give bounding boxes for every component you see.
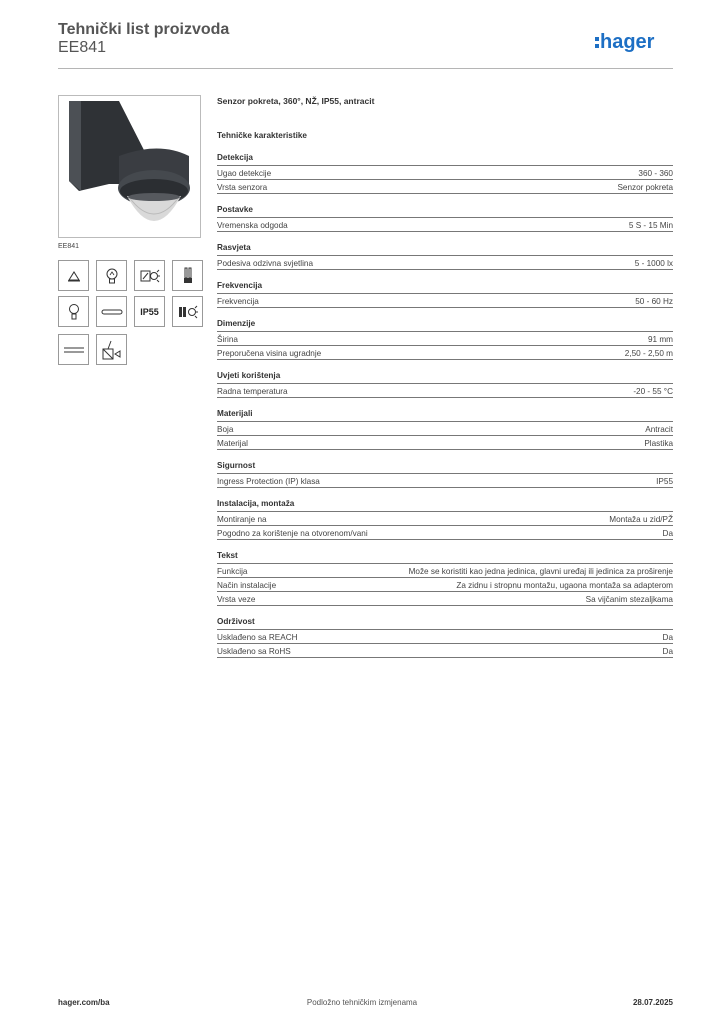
spec-label: Širina [217,335,238,344]
ceiling-mount-icon [58,260,89,291]
ip-rating-text: IP55 [140,306,159,317]
spec-row [217,436,673,450]
spec-value: Antracit [645,425,673,434]
spec-value: 2,50 - 2,50 m [624,349,673,358]
spec-row [217,332,673,346]
spec-group-title: Tekst [217,549,673,564]
motion-detector-icon [96,334,127,365]
spec-label: Ugao detekcije [217,169,272,178]
spec-label: Materijal [217,439,248,448]
spec-group [217,151,673,194]
electronic-transformer-icon [172,296,203,327]
spec-row [217,564,673,578]
document-title: Tehnički list proizvoda [58,21,230,38]
spec-group [217,369,673,398]
halogen-transformer-icon [134,260,165,291]
spec-value: Plastika [644,439,673,448]
spec-group-title: Instalacija, montaža [217,497,673,512]
spec-group-title: Detekcija [217,151,673,166]
spec-value: 5 S - 15 Min [628,221,673,230]
spec-label: Način instalacije [217,581,277,590]
spec-value: Može se koristiti kao jedna jedinica, glavni uređaj ili jedinica za proširenje [408,567,673,576]
brand-name: hager [600,31,655,53]
incandescent-lamp-icon [96,260,127,291]
spec-group-title: Materijali [217,407,673,422]
spec-label: Funkcija [217,567,248,576]
footer-note: Podložno tehničkim izmjenama [306,998,418,1007]
spec-group-title: Rasvjeta [217,241,673,256]
spec-sheet [217,95,673,667]
spec-value: Senzor pokreta [617,183,673,192]
tech-specs-heading: Tehničke karakteristike [217,131,307,140]
spec-row [217,422,673,436]
spec-value: Sa vijčanim stezaljkama [585,595,673,604]
spec-group [217,279,673,308]
flush-mount-icon [58,334,89,365]
spec-value: 91 mm [647,335,673,344]
spec-row [217,526,673,540]
spec-value: -20 - 55 °C [633,387,673,396]
spec-label: Vrsta senzora [217,183,268,192]
spec-label: Usklađeno sa REACH [217,633,298,642]
spec-value: Da [662,529,673,538]
spec-row [217,256,673,270]
ip-rating-badge [134,296,165,327]
spec-label: Montiranje na [217,515,267,524]
spec-value: Da [662,647,673,656]
spec-row [217,578,673,592]
spec-group [217,549,673,606]
spec-row [217,592,673,606]
product-code: EE841 [58,39,107,56]
spec-value: Da [662,633,673,642]
header-divider [58,68,673,69]
spec-row [217,630,673,644]
spec-group-title: Uvjeti korištenja [217,369,673,384]
spec-group [217,203,673,232]
hager-logo [595,28,675,58]
spec-label: Usklađeno sa RoHS [217,647,291,656]
spec-value: 50 - 60 Hz [635,297,673,306]
spec-row [217,218,673,232]
spec-label: Frekvencija [217,297,259,306]
led-lamp-icon [58,296,89,327]
spec-group [217,317,673,360]
fluorescent-lamp-icon [172,260,203,291]
spec-value: Za zidnu i stropnu montažu, ugaona montaža sa adapterom [456,581,673,590]
spec-label: Radna temperatura [217,387,288,396]
spec-value: 5 - 1000 lx [634,259,673,268]
footer-website: hager.com/ba [58,998,110,1007]
spec-group [217,497,673,540]
spec-label: Preporučena visina ugradnje [217,349,322,358]
spec-group-title: Dimenzije [217,317,673,332]
wall-mount-icon [96,296,127,327]
spec-group [217,459,673,488]
spec-row [217,294,673,308]
spec-row [217,166,673,180]
product-image-label: EE841 [58,243,80,250]
spec-value: 360 - 360 [638,169,673,178]
spec-row [217,512,673,526]
spec-group [217,615,673,658]
spec-row [217,644,673,658]
spec-row [217,346,673,360]
spec-group-title: Frekvencija [217,279,673,294]
spec-groups [217,151,673,658]
spec-label: Vrsta veze [217,595,256,604]
product-title: Senzor pokreta, 360°, NŽ, IP55, antracit [217,96,375,106]
spec-value: IP55 [656,477,673,486]
spec-label: Pogodno za korištenje na otvorenom/vani [217,529,368,538]
spec-label: Vremenska odgoda [217,221,288,230]
spec-label: Ingress Protection (IP) klasa [217,477,320,486]
footer-date: 28.07.2025 [632,998,673,1007]
spec-value: Montaža u zid/PŽ [609,515,673,524]
spec-group [217,241,673,270]
spec-row [217,180,673,194]
spec-group-title: Održivost [217,615,673,630]
spec-label: Boja [217,425,234,434]
spec-row [217,384,673,398]
spec-group-title: Postavke [217,203,673,218]
spec-row [217,474,673,488]
spec-group [217,407,673,450]
spec-label: Podesiva odzivna svjetlina [217,259,314,268]
spec-group-title: Sigurnost [217,459,673,474]
product-image [58,95,201,238]
